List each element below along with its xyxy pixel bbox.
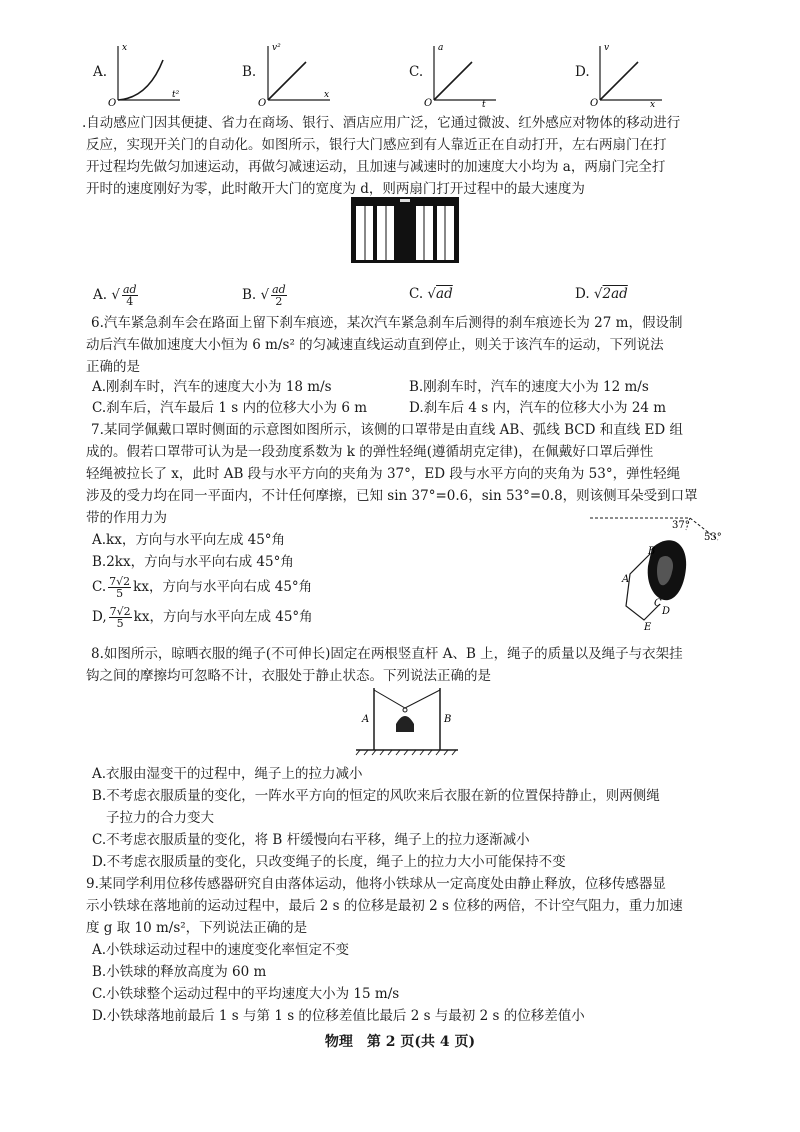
- q8-line-1: 8.如图所示，晾晒衣服的绳子(不可伸长)固定在两根竖直杆 A、B 上，绳子的质量以及绳子与衣架挂: [91, 646, 683, 662]
- q6-line-1: 6.汽车紧急刹车会在路面上留下刹车痕迹，某次汽车紧急刹车后测得的刹车痕迹长为 27 m，假设制: [91, 315, 683, 331]
- q7-line-3: 轻绳被拉长了 x，此时 AB 段与水平方向的夹角为 37°，ED 段与水平方向的夹角为 53°，弹性轻绳: [86, 466, 681, 482]
- graph-b-ylabel: v²: [272, 43, 281, 53]
- q7-line-4: 涉及的受力均在同一平面内，不计任何摩擦，已知 sin 37°=0.6，sin 53°=0.8，则该侧耳朵受到口罩: [86, 488, 698, 504]
- graph-c-ylabel: a: [438, 43, 444, 53]
- mask-label-a: A: [622, 574, 630, 585]
- q7-line-1: 7.某同学佩戴口罩时侧面的示意图如图所示，该侧的口罩带是由直线 AB、弧线 BCD 和直线 ED 组: [91, 422, 684, 438]
- graph-d-ylabel: v: [604, 43, 610, 53]
- q6-option-d: D.刹车后 4 s 内，汽车的位移大小为 24 m: [409, 400, 667, 416]
- pole-a-label: A: [362, 714, 370, 725]
- q7-option-c: C. $\frac{7√2}{5}$ kx，方向与水平向右成 45°角: [92, 575, 313, 600]
- q9-line-1: 9.某同学利用位移传感器研究自由落体运动，他将小铁球从一定高度处由静止释放，位移传感器显: [86, 876, 666, 892]
- q9-option-c: C.小铁球整个运动过程中的平均速度大小为 15 m/s: [92, 986, 400, 1002]
- door-figure: [350, 196, 460, 264]
- q6-option-a: A.刚刹车时，汽车的速度大小为 18 m/s: [92, 379, 332, 395]
- q7-line-2: 成的。假若口罩带可认为是一段劲度系数为 k 的弹性轻绳(遵循胡克定律)，在佩戴好口罩后弹性: [86, 444, 654, 460]
- page-footer: 物理 第 2 页(共 4 页): [324, 1034, 476, 1050]
- q8-line-2: 钩之间的摩擦均可忽略不计，衣服处于静止状态。下列说法正确的是: [86, 668, 491, 684]
- mask-label-e: E: [644, 622, 652, 630]
- graph-a-xlabel: t²: [172, 90, 180, 100]
- q9-line-2: 示小铁球在落地前的运动过程中，最后 2 s 的位移是最初 2 s 位移的两倍，不计空气阻力，重力加速: [86, 898, 683, 914]
- clothesline-figure: [352, 684, 462, 756]
- q8-option-b: B.不考虑衣服质量的变化，一阵水平方向的恒定的风吹来后衣服在新的位置保持静止，则两侧绳: [92, 788, 660, 804]
- graph-b-xlabel: x: [324, 90, 330, 100]
- q7-option-a: A.kx，方向与水平向左成 45°角: [92, 532, 286, 548]
- mask-label-c: C: [654, 598, 662, 609]
- mask-label-b: B: [648, 546, 656, 557]
- q9-option-d: D.小铁球落地前最后 1 s 与第 1 s 的位移差值比最后 2 s 与最初 2 s 的位移差值小: [92, 1008, 585, 1024]
- q5-option-a: A. √ $\frac{ad}{4}$: [93, 283, 137, 308]
- graph-b-origin: O: [258, 98, 267, 108]
- mask-angle-53: 53°: [704, 532, 722, 543]
- graph-a-letter: A.: [93, 64, 108, 80]
- q5-line-2: 反应，实现开关门的自动化。如图所示，银行大门感应到有人靠近正在自动打开，左右两扇门在打: [86, 137, 667, 153]
- q5-line-4: 开时的速度刚好为零，此时敞开大门的宽度为 d，则两扇门打开过程中的最大速度为: [86, 181, 585, 197]
- graph-b-letter: B.: [242, 64, 257, 80]
- pole-b-label: B: [444, 714, 452, 725]
- q6-option-c: C.刹车后，汽车最后 1 s 内的位移大小为 6 m: [92, 400, 368, 416]
- graph-b: [258, 40, 338, 108]
- mask-figure: [590, 510, 730, 630]
- q5-line-1: .自动感应门因其便捷、省力在商场、银行、酒店应用广泛，它通过微波、红外感应对物体的移动进行: [82, 115, 681, 131]
- q5-option-c: C. √ad: [409, 286, 453, 302]
- q5-option-d: D. √2ad: [575, 286, 628, 302]
- q9-line-3: 度 g 取 10 m/s²，下列说法正确的是: [86, 920, 308, 936]
- q7-line-5: 带的作用力为: [86, 510, 167, 526]
- q5-option-b: B. √ $\frac{ad}{2}$: [242, 283, 286, 308]
- q5-line-3: 开过程均先做匀加速运动，再做匀减速运动，且加速与减速时的加速度大小均为 a，两扇门完全打: [86, 159, 666, 175]
- graph-c-xlabel: t: [482, 100, 486, 108]
- q9-option-a: A.小铁球运动过程中的速度变化率恒定不变: [92, 942, 350, 958]
- graph-a-ylabel: x: [122, 43, 128, 53]
- graph-c-origin: O: [424, 98, 433, 108]
- mask-label-d: D: [662, 606, 671, 617]
- mask-angle-37: 37°: [672, 520, 690, 531]
- graph-c: [424, 40, 504, 108]
- q7-option-b: B.2kx，方向与水平向右成 45°角: [92, 554, 294, 570]
- q6-option-b: B.刚刹车时，汽车的速度大小为 12 m/s: [409, 379, 649, 395]
- q7-option-d: D, $\frac{7√2}{5}$ kx，方向与水平向左成 45°角: [92, 605, 313, 630]
- q6-line-2: 动后汽车做加速度大小恒为 6 m/s² 的匀减速直线运动直到停止，则关于该汽车的运动，下列说法: [86, 337, 664, 353]
- q9-option-b: B.小铁球的释放高度为 60 m: [92, 964, 267, 980]
- graph-a-origin: O: [108, 98, 117, 108]
- graph-d-origin: O: [590, 98, 599, 108]
- q8-option-d: D.不考虑衣服质量的变化，只改变绳子的长度，绳子上的拉力大小可能保持不变: [92, 854, 566, 870]
- graph-d-letter: D.: [575, 64, 590, 80]
- q8-option-b-cont: 子拉力的合力变大: [106, 810, 214, 826]
- q6-line-3: 正确的是: [86, 359, 140, 375]
- graph-d-xlabel: x: [650, 100, 656, 108]
- graph-c-letter: C.: [409, 64, 424, 80]
- graph-d: [590, 40, 670, 108]
- q8-option-c: C.不考虑衣服质量的变化，将 B 杆缓慢向右平移，绳子上的拉力逐渐减小: [92, 832, 530, 848]
- q8-option-a: A.衣服由湿变干的过程中，绳子上的拉力减小: [92, 766, 363, 782]
- graph-a: [108, 40, 188, 108]
